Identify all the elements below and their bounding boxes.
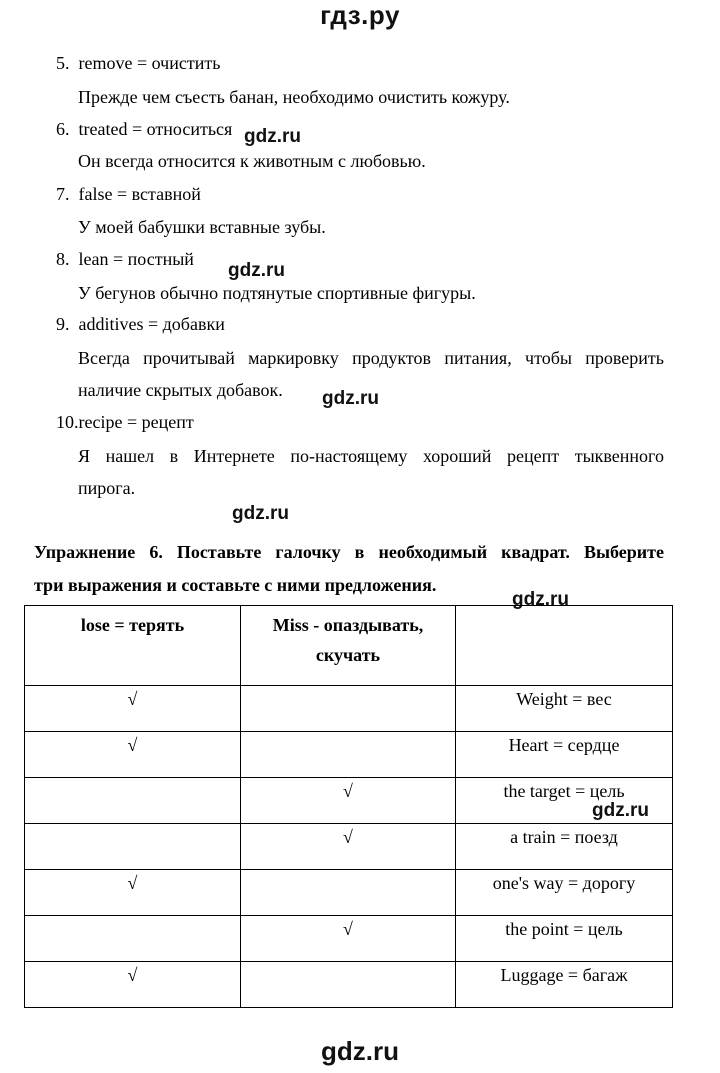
checkmark bbox=[25, 916, 240, 918]
cell-miss bbox=[241, 686, 456, 732]
item-9-sentence-line1: Всегда прочитывай маркировку продуктов питания, чтобы проверить bbox=[78, 348, 664, 368]
header-miss-line2: скучать bbox=[315, 645, 381, 665]
watermark-small: gdz.ru bbox=[512, 589, 569, 610]
item-8-term-line bbox=[56, 248, 194, 270]
item-number: 5. bbox=[56, 53, 70, 73]
cell-phrase bbox=[456, 686, 673, 732]
table-header-row bbox=[25, 606, 673, 686]
checkmark: √ bbox=[127, 689, 138, 709]
phrase-text: one's way = дорогу bbox=[492, 873, 636, 893]
checkmark bbox=[241, 962, 455, 964]
item-number: 7. bbox=[56, 184, 70, 204]
header-lose-text: lose = терять bbox=[80, 615, 185, 635]
checkmark: √ bbox=[127, 965, 138, 985]
cell-lose bbox=[25, 916, 241, 962]
checkmark: √ bbox=[343, 919, 353, 939]
checkmark: √ bbox=[343, 827, 353, 847]
table-row bbox=[25, 916, 673, 962]
cell-lose bbox=[25, 778, 241, 824]
table-row bbox=[25, 686, 673, 732]
cell-phrase bbox=[456, 870, 673, 916]
cell-phrase bbox=[456, 732, 673, 778]
exercise-heading-line2: три выражения и составьте с ними предложения. bbox=[34, 575, 437, 595]
answer-table bbox=[24, 605, 673, 1008]
header-phrase-text bbox=[456, 606, 672, 610]
table-row bbox=[25, 870, 673, 916]
phrase-text: Luggage = багаж bbox=[500, 965, 628, 985]
header-cell-phrase bbox=[456, 606, 673, 686]
checkmark bbox=[25, 778, 240, 780]
item-number: 6. bbox=[56, 119, 70, 139]
watermark-small: gdz.ru bbox=[232, 503, 289, 524]
header-cell-lose bbox=[25, 606, 241, 686]
watermark-top: гдз.ру bbox=[320, 0, 400, 30]
item-9-term-line bbox=[56, 313, 225, 335]
item-number: 10. bbox=[56, 412, 79, 432]
header-cell-miss bbox=[241, 606, 456, 686]
item-term: remove = очистить bbox=[78, 53, 221, 73]
item-term: treated = относиться bbox=[78, 119, 233, 139]
item-10-sentence-line2: пирога. bbox=[78, 478, 136, 498]
item-5-sentence: Прежде чем съесть банан, необходимо очистить кожуру. bbox=[78, 87, 510, 107]
item-number: 8. bbox=[56, 249, 70, 269]
checkmark: √ bbox=[127, 873, 138, 893]
cell-lose bbox=[25, 686, 241, 732]
cell-lose bbox=[25, 962, 241, 1008]
item-7-term-line bbox=[56, 183, 201, 205]
cell-lose bbox=[25, 732, 241, 778]
item-9-sentence-line2: наличие скрытых добавок. bbox=[78, 380, 283, 400]
watermark-small: gdz.ru bbox=[322, 388, 379, 409]
watermark-small: gdz.ru bbox=[244, 126, 301, 147]
checkmark bbox=[241, 870, 455, 872]
table-row bbox=[25, 778, 673, 824]
item-10-sentence-line1: Я нашел в Интернете по-настоящему хороший рецепт тыквенного bbox=[78, 446, 664, 466]
cell-lose bbox=[25, 870, 241, 916]
table-row bbox=[25, 732, 673, 778]
item-number: 9. bbox=[56, 314, 70, 334]
item-7-sentence: У моей бабушки вставные зубы. bbox=[78, 217, 326, 237]
table-row bbox=[25, 824, 673, 870]
watermark-bottom: gdz.ru bbox=[321, 1036, 399, 1066]
item-term: lean = постный bbox=[78, 249, 194, 269]
phrase-text: Weight = вес bbox=[516, 689, 612, 709]
table-row bbox=[25, 962, 673, 1008]
phrase-text: the point = цель bbox=[505, 919, 623, 939]
item-6-term-line bbox=[56, 118, 232, 140]
cell-lose bbox=[25, 824, 241, 870]
item-term: recipe = рецепт bbox=[78, 412, 194, 432]
cell-miss bbox=[241, 962, 456, 1008]
checkmark: √ bbox=[127, 735, 138, 755]
item-term: additives = добавки bbox=[78, 314, 225, 334]
cell-miss bbox=[241, 732, 456, 778]
item-10-term-line bbox=[56, 411, 194, 433]
cell-miss bbox=[241, 778, 456, 824]
checkmark bbox=[241, 732, 455, 734]
exercise-heading-line1: Упражнение 6. Поставьте галочку в необходимый квадрат. Выберите bbox=[34, 542, 664, 562]
phrase-text: Heart = сердце bbox=[508, 735, 620, 755]
cell-phrase bbox=[456, 824, 673, 870]
watermark-small: gdz.ru bbox=[592, 800, 649, 821]
cell-miss bbox=[241, 824, 456, 870]
cell-miss bbox=[241, 870, 456, 916]
checkmark: √ bbox=[343, 781, 353, 801]
cell-phrase bbox=[456, 916, 673, 962]
item-8-sentence: У бегунов обычно подтянутые спортивные фигуры. bbox=[78, 283, 476, 303]
item-6-sentence: Он всегда относится к животным с любовью. bbox=[78, 151, 426, 171]
phrase-text: a train = поезд bbox=[510, 827, 618, 847]
phrase-text: the target = цель bbox=[503, 781, 625, 801]
header-miss-text bbox=[241, 606, 455, 670]
item-5-term-line bbox=[56, 52, 220, 74]
watermark-small: gdz.ru bbox=[228, 260, 285, 281]
checkmark bbox=[241, 686, 455, 688]
checkmark bbox=[25, 824, 240, 826]
header-miss-line1: Miss - опаздывать, bbox=[272, 615, 424, 635]
item-term: false = вставной bbox=[78, 184, 201, 204]
cell-phrase bbox=[456, 962, 673, 1008]
cell-miss bbox=[241, 916, 456, 962]
